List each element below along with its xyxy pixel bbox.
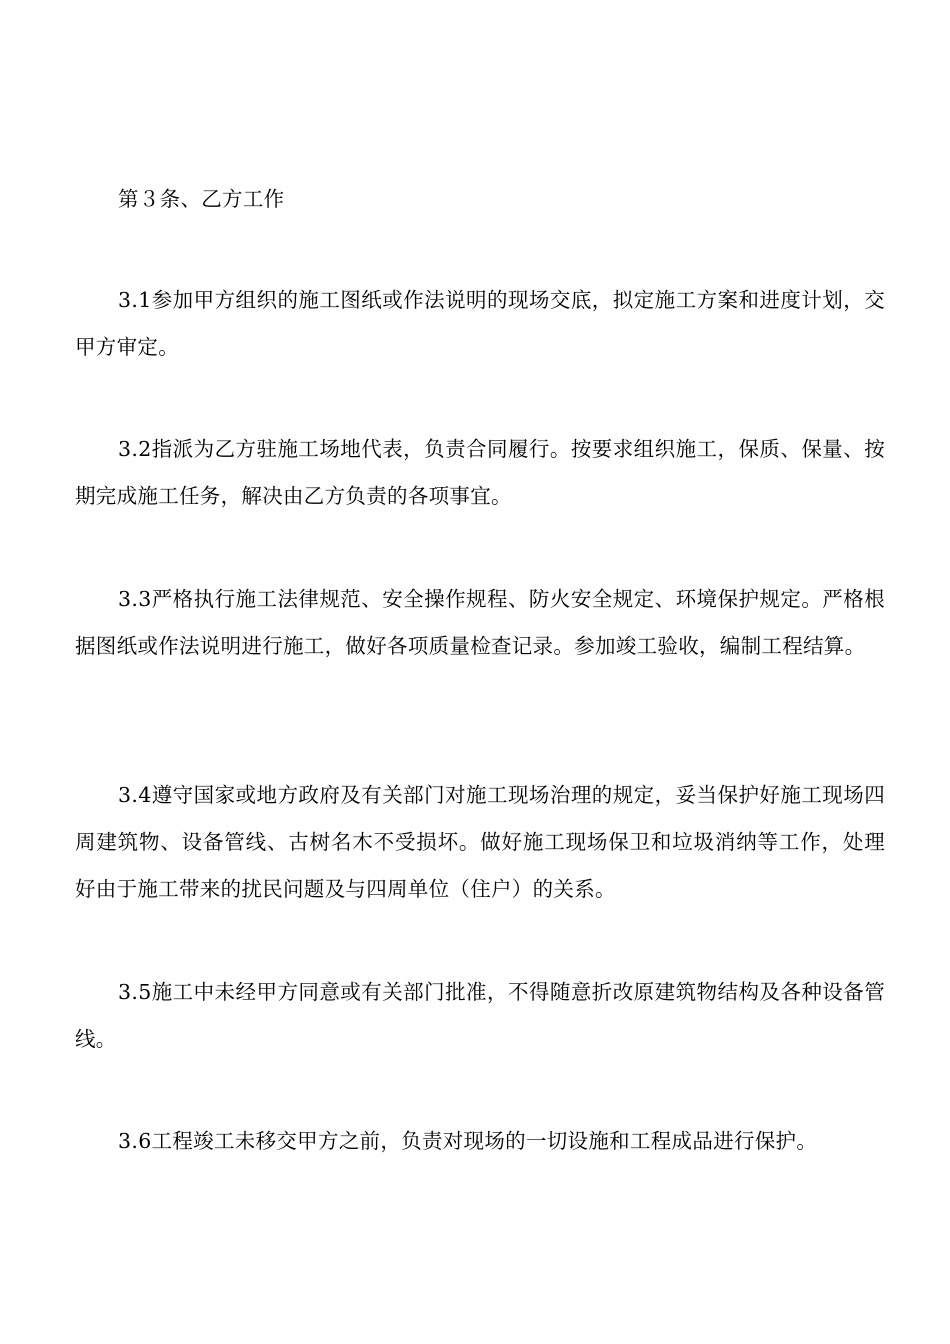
paragraph-3-5: 3.5施工中未经甲方同意或有关部门批准，不得随意折改原建筑物结构及各种设备管线。 xyxy=(75,980,885,1051)
paragraph-3-2: 3.2指派为乙方驻施工场地代表，负责合同履行。按要求组织施工，保质、保量、按期完成施工任务，解决由乙方负责的各项事宜。 xyxy=(75,437,885,508)
section-heading: 第３条、乙方工作 xyxy=(118,187,285,211)
paragraph-3-4: 3.4遵守国家或地方政府及有关部门对施工现场治理的规定，妥当保护好施工现场四周建筑物、设备管线、古树名木不受损坏。做好施工现场保卫和垃圾消纳等工作，处理好由于施工带来的扰民问题及与四周单位（住户）的关系。 xyxy=(75,783,885,901)
paragraph-3-6: 3.6工程竣工未移交甲方之前，负责对现场的一切设施和工程成品进行保护。 xyxy=(118,1129,818,1153)
paragraph-3-3: 3.3严格执行施工法律规范、安全操作规程、防火安全规定、环境保护规定。严格根据图纸或作法说明进行施工，做好各项质量检查记录。参加竣工验收，编制工程结算。 xyxy=(75,587,885,658)
paragraph-3-1: 3.1参加甲方组织的施工图纸或作法说明的现场交底，拟定施工方案和进度计划，交甲方审定。 xyxy=(75,288,885,359)
